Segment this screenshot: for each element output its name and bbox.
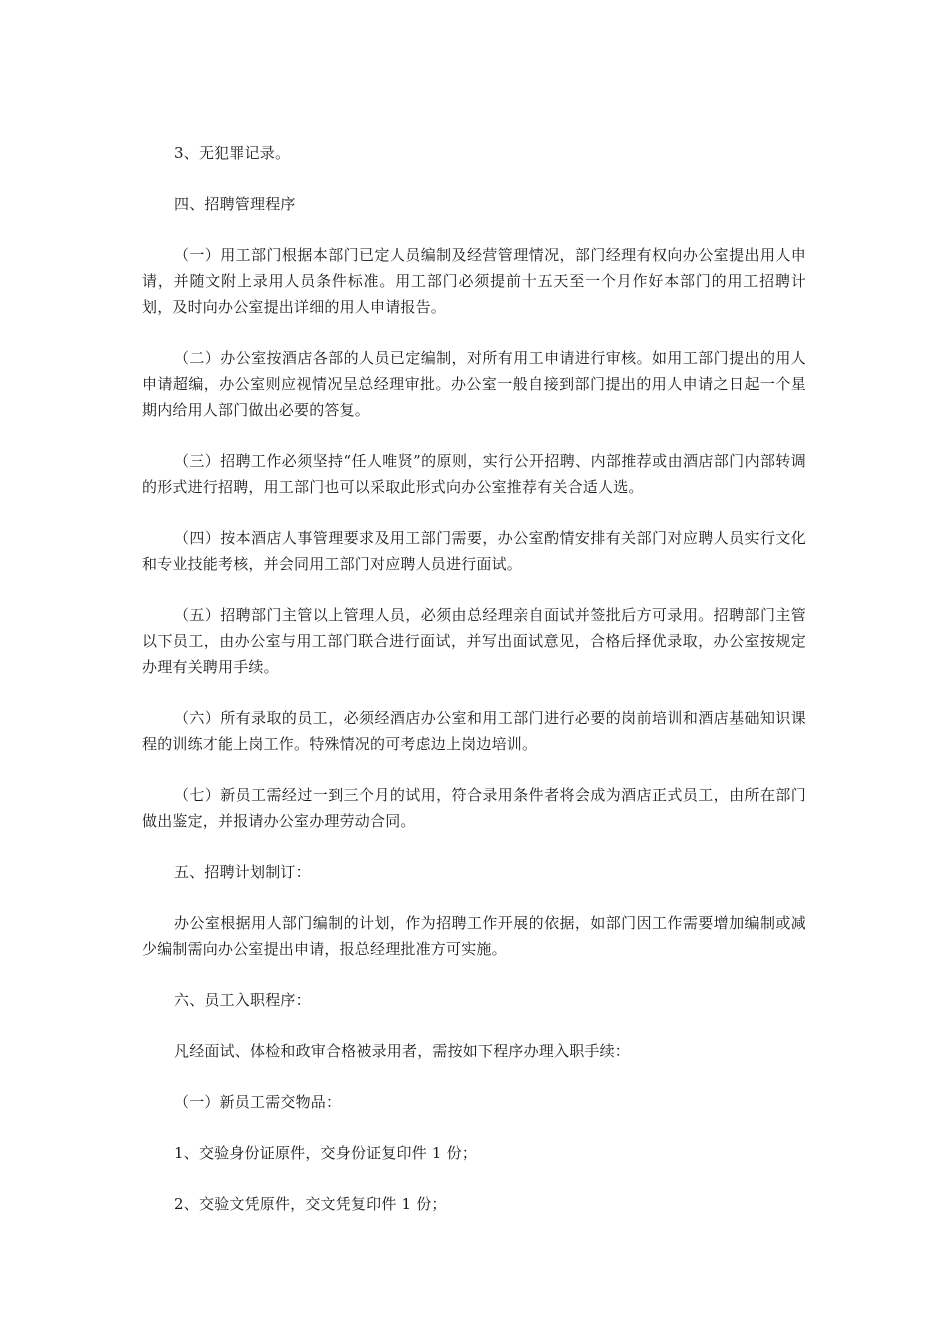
paragraph-recruitment-plan: 办公室根据用人部门编制的计划，作为招聘工作开展的依据，如部门因工作需要增加编制或减少编制需向办公室提出申请，报总经理批准方可实施。: [142, 914, 806, 958]
heading-required-items: （一）新员工需交物品：: [174, 1093, 342, 1111]
heading-onboarding-procedure: 六、员工入职程序：: [174, 991, 311, 1009]
paragraph-onboarding-intro: 凡经面试、体检和政审合格被录用者，需按如下程序办理入职手续：: [174, 1042, 631, 1060]
paragraph-criminal-record: 3、无犯罪记录。: [174, 144, 291, 162]
paragraph-procedure-7: （七）新员工需经过一到三个月的试用，符合录用条件者将会成为酒店正式员工，由所在部门做出鉴定，并报请办公室办理劳动合同。: [142, 786, 806, 830]
heading-recruitment-plan: 五、招聘计划制订：: [174, 863, 311, 881]
paragraph-procedure-6: （六）所有录取的员工，必须经酒店办公室和用工部门进行必要的岗前培训和酒店基础知识课程的训练才能上岗工作。特殊情况的可考虑边上岗边培训。: [142, 709, 806, 753]
document-body: [142, 140, 806, 1242]
list-item-id-card: 1、交验身份证原件，交身份证复印件 1 份；: [174, 1144, 478, 1162]
paragraph-procedure-2: （二）办公室按酒店各部的人员已定编制，对所有用工申请进行审核。如用工部门提出的用人申请超编，办公室则应视情况呈总经理审批。办公室一般自接到部门提出的用人申请之日起一个星期内给用人部门做出必要的答复。: [142, 349, 806, 419]
paragraph-procedure-5: （五）招聘部门主管以上管理人员，必须由总经理亲自面试并签批后方可录用。招聘部门主管以下员工，由办公室与用工部门联合进行面试，并写出面试意见，合格后择优录取，办公室按规定办理有关聘用手续。: [142, 606, 806, 676]
paragraph-procedure-1: （一）用工部门根据本部门已定人员编制及经营管理情况，部门经理有权向办公室提出用人申请，并随文附上录用人员条件标准。用工部门必须提前十五天至一个月作好本部门的用工招聘计划，及时向办公室提出详细的用人申请报告。: [142, 246, 806, 316]
paragraph-procedure-4: （四）按本酒店人事管理要求及用工部门需要，办公室酌情安排有关部门对应聘人员实行文化和专业技能考核，并会同用工部门对应聘人员进行面试。: [142, 529, 806, 573]
list-item-diploma: 2、交验文凭原件，交文凭复印件 1 份；: [174, 1195, 447, 1213]
paragraph-procedure-3: （三）招聘工作必须坚持“任人唯贤”的原则，实行公开招聘、内部推荐或由酒店部门内部转调的形式进行招聘，用工部门也可以采取此形式向办公室推荐有关合适人选。: [142, 452, 806, 496]
heading-recruitment-procedure: 四、招聘管理程序: [174, 195, 296, 213]
